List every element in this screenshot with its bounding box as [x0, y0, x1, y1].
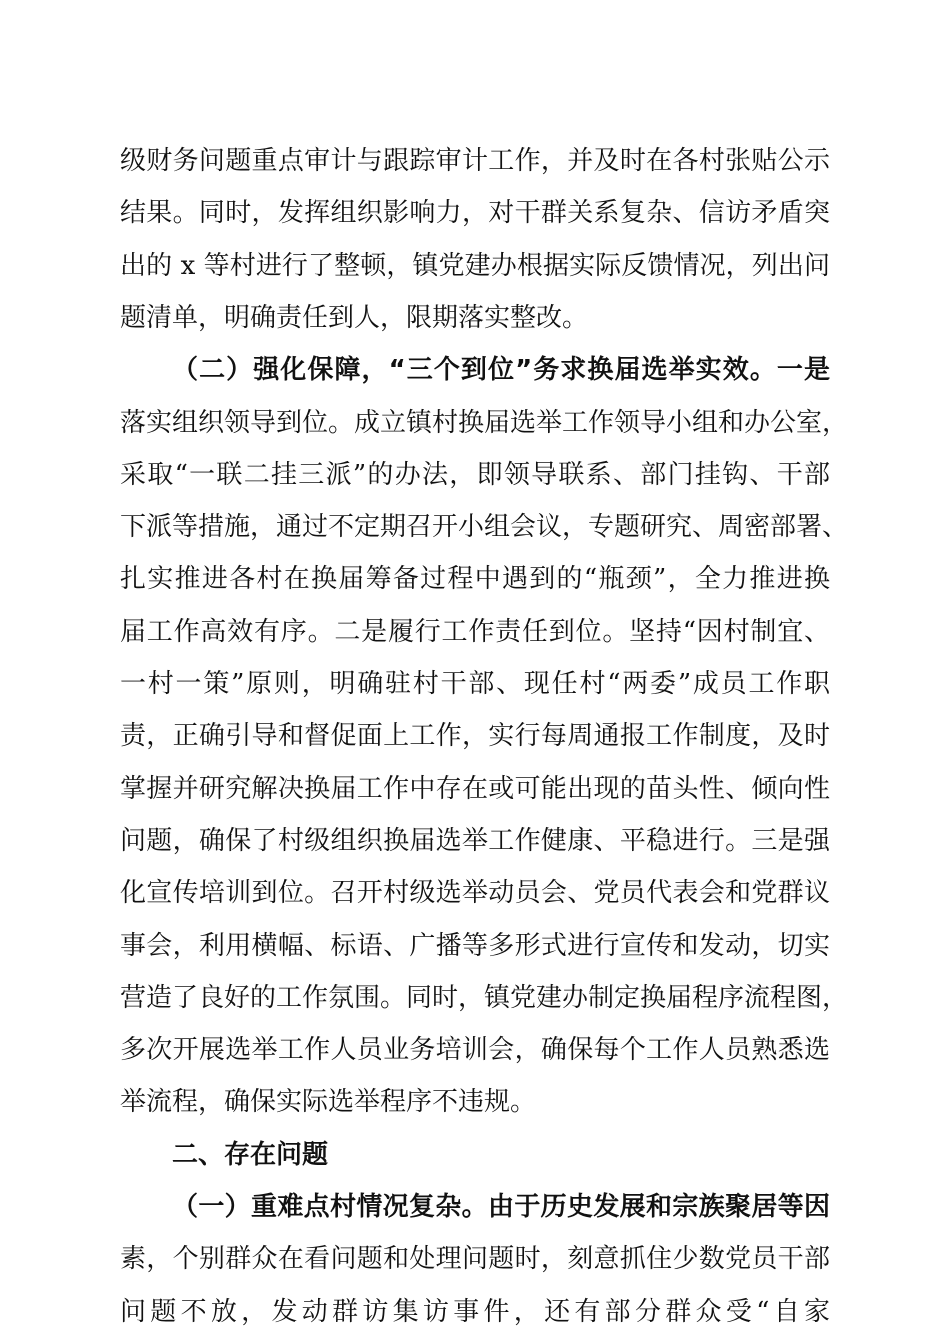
text-line: 化宣传培训到位。召开村级选举动员会、党员代表会和党群议	[120, 878, 830, 908]
text-line: 责，正确引导和督促面上工作，实行每周通报工作制度，及时	[120, 721, 830, 751]
text-line: 问题不放，发动群访集访事件，还有部分群众受“自家	[120, 1297, 830, 1327]
text-line: 题清单，明确责任到人，限期落实整改。	[120, 303, 589, 333]
text-line: 结果。同时，发挥组织影响力，对干群关系复杂、信访矛盾突	[120, 198, 830, 228]
text-line: 级财务问题重点审计与跟踪审计工作，并及时在各村张贴公示	[120, 146, 830, 176]
text-line: 素，个别群众在看问题和处理问题时，刻意抓住少数党员干部	[120, 1244, 830, 1274]
text-line: 届工作高效有序。二是履行工作责任到位。坚持“因村制宜、	[120, 617, 830, 647]
text-line: 下派等措施，通过不定期召开小组会议，专题研究、周密部署、	[120, 512, 849, 542]
section-subheading-line: （一）重难点村情况复杂。由于历史发展和宗族聚居等因	[172, 1192, 830, 1222]
text-line: 问题，确保了村级组织换届选举工作健康、平稳进行。三是强	[120, 826, 830, 856]
text-line: 事会，利用横幅、标语、广播等多形式进行宣传和发动，切实	[120, 931, 830, 961]
text-line: 采取“一联二挂三派”的办法，即领导联系、部门挂钩、干部	[120, 460, 830, 490]
section-heading: 二、存在问题	[172, 1140, 329, 1170]
text-line: 掌握并研究解决换届工作中存在或可能出现的苗头性、倾向性	[120, 774, 830, 804]
text-line: 举流程，确保实际选举程序不违规。	[120, 1087, 537, 1117]
text-line: 多次开展选举工作人员业务培训会，确保每个工作人员熟悉选	[120, 1035, 830, 1065]
text-line: 落实组织领导到位。成立镇村换届选举工作领导小组和办公室，	[120, 408, 849, 438]
text-line: 出的 x 等村进行了整顿，镇党建办根据实际反馈情况，列出问	[120, 251, 830, 281]
text-line: 一村一策”原则，明确驻村干部、现任村“两委”成员工作职	[120, 669, 830, 699]
text-line: 营造了良好的工作氛围。同时，镇党建办制定换届程序流程图，	[120, 983, 849, 1013]
text-line: 扎实推进各村在换届筹备过程中遇到的“瓶颈”，全力推进换	[120, 564, 830, 594]
section-subheading-line: （二）强化保障，“三个到位”务求换届选举实效。一是	[172, 355, 830, 385]
